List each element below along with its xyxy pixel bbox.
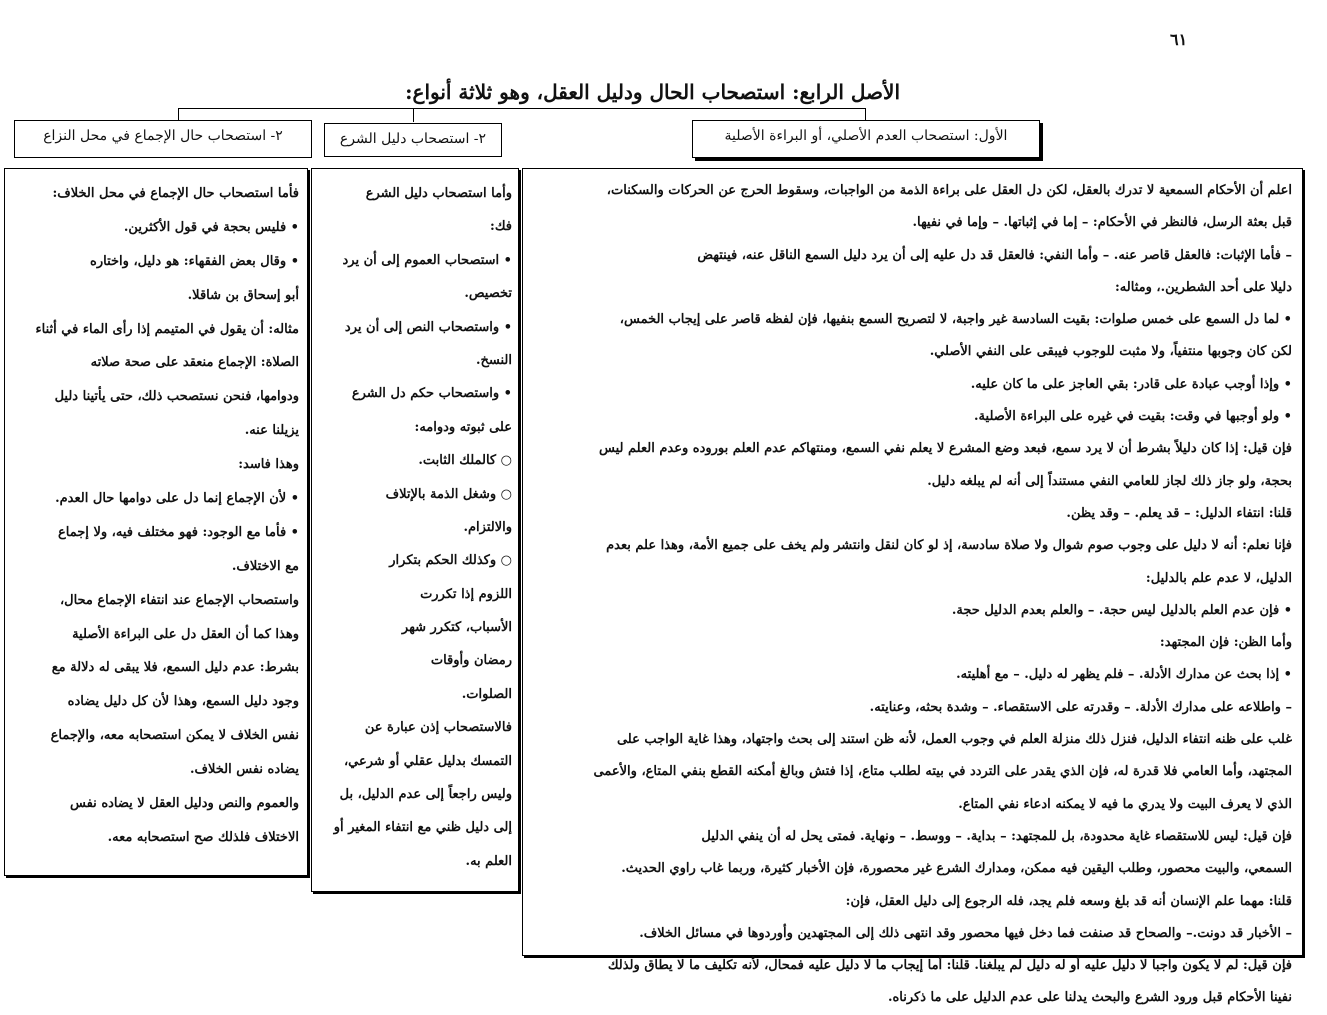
text-line: مع الاختلاف. [231, 558, 299, 574]
text-line: • واستصحاب النص إلى أن يرد [344, 319, 512, 335]
header-first-type [692, 120, 1040, 158]
text-line: الأسباب، كتكرر شهر [401, 620, 512, 636]
text-line: وجود دليل السمع، وهذا لأن كل دليل يضاده [67, 694, 299, 710]
text-line: أبو إسحاق بن شاقلا. [187, 287, 299, 303]
column-consensus [4, 168, 308, 876]
text-line: • واستصحاب حكم دل الشرع [351, 386, 512, 402]
page-title: الأصل الرابع: استصحاب الحال ودليل العقل، وهو ثلاثة أنواع: [405, 80, 900, 104]
text-line: قبل بعثة الرسل، فالنظر في الأحكام: – إما في إثباتها. – وإما في نفيها. [912, 215, 1292, 231]
text-line: فإنا نعلم: أنه لا دليل على وجوب صوم شوال ولا صلاة سادسة، إذ لو كان لنقل وانتشر ولم يخف على جميع الأمة، وهذا علم بعدم [606, 538, 1292, 554]
text-line: قلنا: انتفاء الدليل: – قد يعلم. – وقد يظن. [1066, 505, 1292, 521]
text-line: ○ وشغل الذمة بالإتلاف [385, 486, 512, 502]
text-line: بشرط: عدم دليل السمع، فلا يبقى له دلالة مع [51, 660, 299, 676]
text-line: على ثبوته ودوامه: [414, 419, 512, 435]
text-line: لكن كان وجوبها منتفياً، ولا مثبت للوجوب فيبقى على النفي الأصلي. [929, 344, 1292, 360]
text-line: – الأخبار قد دونت.– والصحاح قد صنفت فما دخل فيها محصور وقد انتهى ذلك إلى المجتهدين وأوردوها في مسائل الخلاف. [639, 925, 1292, 941]
text-line: • وإذا أوجب عبادة على قادر: بقي العاجز على ما كان عليه. [970, 376, 1292, 392]
column-original-absence [522, 168, 1303, 1006]
text-line: • ولو أوجبها في وقت: بقيت في غيره على البراءة الأصلية. [974, 409, 1292, 425]
header-third-type-label: ٢- استصحاب حال الإجماع في محل النزاع [43, 128, 283, 144]
text-line: السمعي، والبيت محصور، وطلب اليقين فيه ممكن، ومدارك الشرع غير محصورة، فإن الأخبار كثيرة، وربما غاب راوي الحديث. [621, 861, 1292, 877]
text-line: المجتهد، وأما العامي فلا قدرة له، فإن الذي يقدر على التردد في بيته لطلب متاع، إذا فتش وبالغ أمكنه القطع بنفي المتاع، والأعمى [593, 764, 1292, 780]
text-line: واستصحاب الإجماع عند انتفاء الإجماع محال، [59, 592, 299, 608]
text-line: • فإن عدم العلم بالدليل ليس حجة. – والعلم بعدم الدليل حجة. [951, 602, 1292, 618]
text-line: تخصيص. [464, 286, 512, 302]
text-line: النسخ. [475, 352, 512, 368]
text-line: الصلوات. [461, 686, 512, 702]
text-line: • إذا بحث عن مدارك الأدلة. – فلم يظهر له دليل. – مع أهليته. [956, 667, 1292, 683]
text-line: والعموم والنص ودليل العقل لا يضاده نفس [70, 796, 299, 812]
text-line: – فأما الإثبات: فالعقل قاصر عنه. – وأما النفي: فالعقل قد دل عليه إلى أن يرد دليل السمع الناقل عنه، فينتهض [697, 247, 1292, 263]
text-line: دليلا على أحد الشطرين.، ومثاله: [1115, 279, 1292, 295]
text-line: ○ وكذلك الحكم بتكرار [389, 553, 512, 569]
text-line: الدليل، لا عدم علم بالدليل: [1145, 570, 1292, 586]
text-line: • وقال بعض الفقهاء: هو دليل، واختاره [90, 253, 299, 269]
tree-connector-middle [413, 108, 414, 122]
text-line: غلب على ظنه انتفاء الدليل، فنزل ذلك منزلة العلم في وجوب العمل، لأنه ظن استند إلى بحث واجتهاد، وهذا غاية الواجب على [616, 732, 1292, 748]
text-line: فك: [490, 219, 512, 235]
text-line: إلى دليل ظني مع انتفاء المغير أو [333, 820, 512, 836]
text-line: العلم به. [465, 853, 512, 869]
text-line: يزيلنا عنه. [244, 423, 299, 439]
text-line: وهذا كما أن العقل دل على البراءة الأصلية [72, 626, 299, 642]
text-line: مثاله: أن يقول في المتيمم إذا رأى الماء في أثناء [35, 321, 299, 337]
tree-connector-horizontal [178, 108, 865, 109]
tree-connector-right [865, 108, 866, 120]
text-line: اللزوم إذا تكررت [420, 586, 512, 602]
text-line: قلنا: مهما علم الإنسان أنه قد بلغ وسعه فلم يجد، فله الرجوع إلى دليل العقل، فإن: [845, 893, 1292, 909]
text-line: يضاده نفس الخلاف. [190, 762, 299, 778]
text-line: بحجة، ولو جاز ذلك لجاز للعامي النفي مستنداً إلى أنه لم يبلغه دليل. [927, 473, 1292, 489]
tree-connector-left [178, 108, 179, 120]
header-first-type-label: الأول: استصحاب العدم الأصلي، أو البراءة الأصلية [724, 128, 1008, 144]
text-line: نفينا الأحكام قبل ورود الشرع والبحث يدلنا على عدم الدليل على ما ذكرناه. [887, 990, 1292, 1006]
text-line: فإن قيل: إذا كان دليلاً بشرط أن لا يرد سمع، فبعد وضع المشرع لا يعلم نفي السمع، ومنتهاكم عدم العلم بوروده وعدم العلم ليس [599, 441, 1292, 457]
text-line: • لما دل السمع على خمس صلوات: بقيت السادسة غير واجبة، لا لتصريح السمع بنفيها، فإن لفظه قاصر على إيجاب الخمس، [619, 312, 1292, 328]
text-line: والالتزام. [463, 519, 512, 535]
text-line: ○ كالملك الثابت. [418, 453, 512, 469]
text-line: وليس راجعاً إلى عدم الدليل، بل [339, 787, 512, 803]
text-line: فإن قيل: ليس للاستقصاء غاية محدودة، بل للمجتهد: – بداية. – ووسط. – ونهاية. فمتى يحل له أن ينفي الدليل [701, 828, 1292, 844]
text-line: فالاستصحاب إذن عبارة عن [364, 720, 512, 736]
column-legal-evidence [311, 168, 519, 892]
text-line: الاختلاف فلذلك صح استصحابه معه. [107, 829, 299, 845]
text-line: التمسك بدليل عقلي أو شرعي، [343, 753, 512, 769]
header-third-type [14, 120, 312, 158]
text-line: ودوامها، فنحن نستصحب ذلك، حتى يأتينا دليل [54, 389, 299, 405]
text-line: • لأن الإجماع إنما دل على دوامها حال العدم. [55, 491, 299, 507]
text-line: • فليس بحجة في قول الأكثرين. [123, 219, 299, 235]
text-line: وأما الظن: فإن المجتهد: [1159, 635, 1292, 651]
text-line: فإن قيل: لم لا يكون واجبا لا دليل عليه أو له دليل لم يبلغنا. قلنا: أما إيجاب ما لا دليل عليه فمحال، لأنه تكليف ما لا يطاق ولذلك [607, 958, 1292, 974]
text-line: الذي لا يعرف البيت ولا يدري ما فيه لا يمكنه ادعاء نفي المتاع. [958, 796, 1292, 812]
text-line: اعلم أن الأحكام السمعية لا تدرك بالعقل، لكن دل العقل على براءة الذمة من الواجبات، وسقوط الحرج عن الحركات والسكنات، [606, 183, 1292, 198]
header-second-type-label: ٢- استصحاب دليل الشرع [339, 131, 487, 147]
text-line: الصلاة: الإجماع منعقد على صحة صلاته [90, 355, 299, 371]
text-line: – واطلاعه على مدارك الأدلة. – وقدرته على الاستقصاء. – وشدة بحثه، وعنايته. [869, 699, 1292, 715]
text-line: وهذا فاسد: [238, 457, 299, 473]
page-number: ٦١ [1170, 30, 1188, 49]
text-line: • استصحاب العموم إلى أن يرد [342, 252, 512, 268]
text-line: • فأما مع الوجود: فهو مختلف فيه، ولا إجماع [58, 524, 299, 540]
text-line: وأما استصحاب دليل الشرع [365, 186, 512, 201]
text-line: فأما استصحاب حال الإجماع في محل الخلاف: [52, 186, 299, 201]
text-line: نفس الخلاف لا يمكن استصحابه معه، والإجماع [50, 728, 299, 744]
header-second-type [324, 123, 502, 157]
text-line: رمضان وأوقات [430, 653, 512, 669]
